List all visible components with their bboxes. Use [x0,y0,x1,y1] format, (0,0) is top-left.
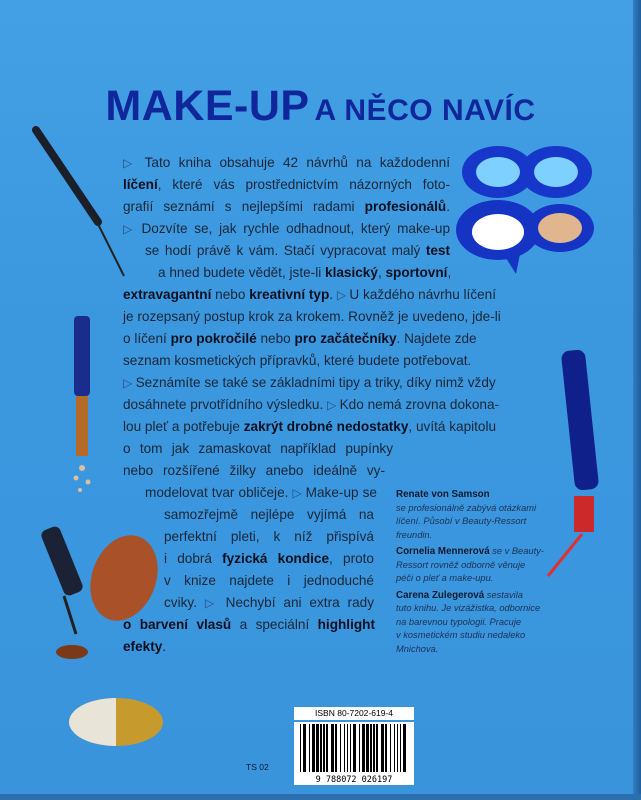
text-segment: , [377,265,386,280]
title-a-neco-navic: A NĚCO NAVÍC [314,94,536,127]
text-segment: nebo [211,287,250,302]
barcode-bar [316,724,319,772]
barcode-bar [394,724,395,772]
text-line [164,570,374,591]
text-line [123,218,450,240]
barcode-bar [323,724,325,772]
text-segment: Tato kniha obsahuje 42 návrhů na každodenní [144,155,450,170]
text-segment: , které vás prostřednictvím názorných foto- [157,177,450,192]
text-segment: Seznámíte se také se základními tipy a triky, díky nimž vždy [135,375,496,390]
text-line [123,152,450,174]
author-bio-text: se v Beauty- [489,546,544,556]
text-line [123,350,472,371]
authors-block [396,488,596,659]
barcode-bar [381,724,384,772]
book-bottom-edge [0,794,641,800]
barcode-bar [331,724,334,772]
barcode-bar [340,724,341,772]
text-segment: o líčení [123,331,171,346]
barcode-bar [350,724,351,772]
bold-term: extravagantní [123,287,212,302]
barcode-bar [300,724,301,772]
bullet-arrow-icon: ▷ [327,398,340,412]
text-line [123,372,496,394]
text-line [123,394,500,416]
eyeliner-brush-image [28,126,128,286]
text-line [158,262,450,283]
text-segment: lou pleť a potřebuje [123,419,244,434]
text-line [164,526,374,547]
author-bio-text: péči o pleť a make-upu. [396,573,494,583]
text-segment: seznam kosmetických přípravků, které budete potřebovat. [123,353,472,368]
barcode-bar [312,724,315,772]
author-bio-text: se profesionálně zabývá otázkami [396,502,537,513]
barcode-bar [362,724,365,772]
bold-term: o barvení vlasů [123,617,232,632]
bold-term: test [425,243,450,258]
barcode-bar [376,724,378,772]
bold-term: klasický [325,265,378,280]
text-line [145,240,450,261]
ean-number: 9 788072 026197 [294,775,414,785]
barcode-bar [309,724,310,772]
text-segment: . [446,199,450,214]
bold-term: pro začátečníky [294,331,397,346]
author-entry [396,488,596,542]
bullet-arrow-icon: ▷ [204,596,226,610]
author-bio-text: freundin. [396,529,433,540]
isbn-label: ISBN 80-7202-619-4 [294,707,414,720]
text-segment: nebo [256,331,295,346]
text-line [123,284,497,306]
text-line [123,306,501,327]
text-segment: Make-up se [305,485,377,500]
text-segment: grafií seznámí s nejlepšími radami [123,199,365,214]
text-segment: se hodí právě k vám. Stačí vypracovat malý [145,243,426,258]
text-line [164,504,374,525]
text-segment: cviky. [164,595,205,610]
bold-term: fyzická kondice [222,551,330,566]
page-title [0,82,641,131]
author-entry [396,545,596,586]
text-line [123,636,223,657]
barcode-image [294,722,414,785]
barcode-bar [390,724,391,772]
author-bio-text: líčení. Působí v Beauty-Ressort [396,516,527,526]
text-segment: U každého návrhu líčení [349,287,497,302]
author-entry [396,589,596,657]
text-line [123,174,450,195]
bold-term: sportovní [385,265,448,280]
bullet-arrow-icon: ▷ [336,288,350,302]
barcode-bar [344,724,345,772]
text-segment: perfektní pleti, k níž přispívá [164,529,374,544]
author-name: Renate von Samson [396,489,490,500]
text-line [123,460,385,481]
bold-term: profesionálů [364,199,447,214]
text-segment: . [162,639,167,654]
text-segment: Kdo nemá zrovna dokona- [339,397,500,412]
title-make-up: MAKE-UP [105,82,310,130]
bold-term: zakrýt drobné nedostatky [243,419,409,434]
author-bio-text: v kosmetickém studiu nedaleko [396,630,526,640]
text-segment: samozřejmě nejlépe vyjímá na [164,507,374,522]
barcode-bar [353,724,356,772]
author-bio-text: sestavila [484,589,523,600]
barcode-bar [326,724,328,772]
bold-term: kreativní typ [249,287,330,302]
author-name: Cornelia Mennerová [396,546,490,557]
text-line [123,438,393,459]
barcode-bar [373,724,375,772]
barcode-bar [335,724,337,772]
text-segment: , [447,265,452,280]
text-segment: v knize najdete i jednoduché [164,573,374,588]
barcode-bar [347,724,348,772]
text-segment: modelovat tvar obličeje. [145,485,293,500]
barcode-bar [385,724,387,772]
bold-term: pro pokročilé [170,331,257,346]
text-line [123,328,477,349]
author-bio-text: Mnichova. [396,643,439,654]
mascara-image [62,312,102,497]
text-segment: Dozvíte se, jak rychle odhadnout, který make-up [141,221,450,236]
author-bio-text: tuto knihu. Je vizážistka, odbornice [396,603,541,613]
compact-powder-image [456,140,596,280]
bold-term: líčení [123,177,158,192]
text-segment: Nechybí ani extra rady [225,595,374,610]
bullet-arrow-icon: ▷ [123,376,136,390]
barcode-bar [366,724,369,772]
barcode-bar [320,724,322,772]
text-line [123,614,375,635]
text-segment: nebo rozšířené žilky anebo ideálně vy- [123,463,385,478]
barcode-bar [397,724,398,772]
text-line [123,196,450,217]
bullet-arrow-icon: ▷ [123,222,142,236]
author-name: Carena Zulegerová [396,589,485,601]
text-segment: . Najdete zde [396,331,477,346]
text-segment: dosáhnete prvotřídního výsledku. [123,397,328,412]
bullet-arrow-icon: ▷ [123,156,145,170]
text-segment: a hned budete vědět, jste-li [158,265,326,280]
text-segment: , proto [329,551,374,566]
bold-term: efekty [123,639,163,654]
series-code: TS 02 [246,762,269,772]
text-line [145,482,377,504]
text-segment: . [329,287,337,302]
bullet-arrow-icon: ▷ [292,486,306,500]
text-line [164,548,374,569]
barcode-bar [370,724,372,772]
text-line [123,416,497,437]
text-segment: i dobrá [164,551,223,566]
barcode-bar [303,724,306,772]
text-segment: , uvítá kapitolu [408,419,497,434]
isbn-barcode [294,707,414,785]
author-bio-text: na barevnou typologii. Pracuje [396,616,522,627]
barcode-bar [400,724,401,772]
bold-term: highlight [317,617,375,632]
author-bio-text: Ressort rovněž odborně věnuje [396,559,526,570]
text-segment: a speciální [231,617,318,632]
text-segment: o tom jak zamaskovat například pupínky [123,441,393,456]
text-segment: je rozepsaný postup krok za krokem. Rovněž je uvedeno, jde-li [123,309,501,324]
eyeshadow-duo-image [68,697,164,747]
barcode-bar [359,724,360,772]
text-line [164,592,374,614]
barcode-bar [403,724,406,772]
